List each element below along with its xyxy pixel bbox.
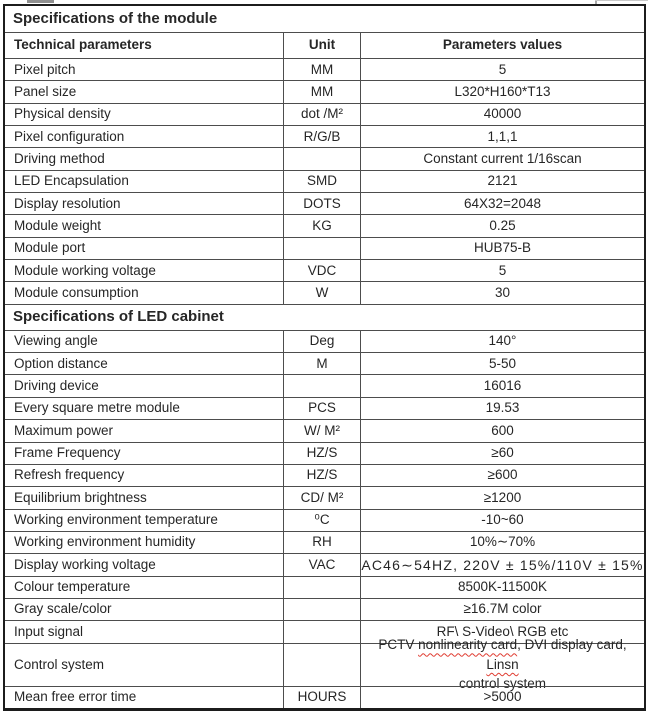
param-cell: Module port <box>14 240 86 256</box>
param-cell: Driving device <box>14 378 99 394</box>
unit-cell: VAC <box>283 554 361 575</box>
table-row <box>5 103 644 125</box>
value-cell: 19.53 <box>485 400 520 416</box>
value-cell: HUB75-B <box>473 240 532 256</box>
misspelled-text: Linsn <box>486 656 519 672</box>
table-row <box>5 237 644 259</box>
unit-cell: KG <box>283 215 361 236</box>
param-cell: LED Encapsulation <box>14 173 129 189</box>
table-row <box>5 80 644 102</box>
column-header-unit: Unit <box>283 33 361 58</box>
scan-artifact-top-left <box>27 0 54 3</box>
table-row <box>5 598 644 620</box>
unit-cell: R/G/B <box>283 126 361 147</box>
unit-cell: Deg <box>283 331 361 352</box>
unit-cell: W <box>283 282 361 303</box>
unit-cell: DOTS <box>283 193 361 214</box>
unit-cell <box>283 375 361 396</box>
param-cell: Physical density <box>14 106 111 122</box>
column-header-values: Parameters values <box>442 37 563 53</box>
param-cell: Viewing angle <box>14 333 98 349</box>
value-text: PCTV <box>378 637 419 653</box>
value-cell: ≥1200 <box>483 489 522 505</box>
param-cell: Maximum power <box>14 422 114 438</box>
table-row <box>5 486 644 508</box>
unit-cell: ⁰C <box>283 510 361 531</box>
param-cell: Frame Frequency <box>14 445 121 461</box>
param-cell: Module consumption <box>14 285 139 301</box>
unit-cell: W/ M² <box>283 420 361 441</box>
value-cell: 40000 <box>483 106 522 122</box>
value-text-line2: control system <box>458 676 547 692</box>
value-cell: -10~60 <box>481 512 524 528</box>
param-cell: Display working voltage <box>14 556 156 572</box>
value-cell: 8500K-11500K <box>457 579 548 595</box>
table-row <box>5 125 644 147</box>
param-cell: Mean free error time <box>14 689 137 705</box>
unit-cell: HZ/S <box>283 465 361 486</box>
param-cell: Pixel configuration <box>14 128 125 144</box>
unit-cell <box>283 599 361 620</box>
column-header-row <box>5 32 644 58</box>
scan-artifact-top-right-horizontal <box>595 0 648 1</box>
unit-cell: HZ/S <box>283 443 361 464</box>
value-cell: 1,1,1 <box>487 128 518 144</box>
param-cell: Display resolution <box>14 195 121 211</box>
unit-cell <box>283 148 361 169</box>
value-cell: 5-50 <box>488 355 517 371</box>
table-row <box>5 281 644 303</box>
table-row <box>5 637 644 692</box>
unit-cell: HOURS <box>283 687 361 708</box>
table-row <box>5 170 644 192</box>
spec-table <box>3 4 646 711</box>
value-cell: 5 <box>498 262 507 278</box>
unit-cell: VDC <box>283 260 361 281</box>
table-row <box>5 509 644 531</box>
value-cell: ≥16.7M color <box>463 601 542 617</box>
value-cell: ≥600 <box>487 467 518 483</box>
param-cell: Option distance <box>14 355 108 371</box>
param-cell: Control system <box>14 656 105 672</box>
param-cell: Gray scale/color <box>14 601 112 617</box>
value-cell: 140° <box>488 333 517 349</box>
value-cell: RF\ S-Video\ RGB etc <box>436 623 569 639</box>
value-cell: >5000 <box>483 689 522 705</box>
value-cell: 10%∼70% <box>469 534 536 550</box>
param-cell: Working environment humidity <box>14 534 196 550</box>
value-cell: 64X32=2048 <box>464 195 541 211</box>
table-row <box>5 686 644 708</box>
param-cell: Driving method <box>14 150 105 166</box>
param-cell: Input signal <box>14 623 84 639</box>
section-header-row <box>5 304 644 330</box>
table-row <box>5 531 644 553</box>
value-cell: 30 <box>494 285 511 301</box>
param-cell: Working environment temperature <box>14 512 218 528</box>
unit-cell: dot /M² <box>283 104 361 125</box>
value-cell: 5 <box>498 61 507 77</box>
table-row <box>5 464 644 486</box>
table-row <box>5 58 644 80</box>
param-cell: Refresh frequency <box>14 467 125 483</box>
param-cell: Panel size <box>14 83 77 99</box>
misspelled-text: nonlinearity card <box>418 637 518 653</box>
section-title: Specifications of LED cabinet <box>13 308 224 326</box>
table-row <box>5 192 644 214</box>
unit-cell: MM <box>283 81 361 102</box>
unit-cell: M <box>283 353 361 374</box>
unit-cell: SMD <box>283 171 361 192</box>
value-cell: Constant current 1/16scan <box>423 150 582 166</box>
unit-cell <box>283 238 361 259</box>
value-text: , DVI display card, <box>517 637 627 653</box>
unit-cell: MM <box>283 59 361 80</box>
table-row <box>5 374 644 396</box>
table-row <box>5 553 644 575</box>
table-row <box>5 147 644 169</box>
table-row <box>5 214 644 236</box>
unit-cell: RH <box>283 532 361 553</box>
table-row <box>5 419 644 441</box>
table-row <box>5 330 644 352</box>
value-cell: 600 <box>491 422 514 438</box>
unit-cell <box>283 644 361 686</box>
table-row <box>5 397 644 419</box>
unit-cell <box>283 621 361 642</box>
value-cell: AC46∼54HZ, 220V ± 15%/110V ± 15% <box>361 556 644 573</box>
unit-cell <box>283 577 361 598</box>
unit-cell: PCS <box>283 398 361 419</box>
section-title: Specifications of the module <box>13 10 218 28</box>
value-cell: 16016 <box>483 378 522 394</box>
param-cell: Colour temperature <box>14 579 131 595</box>
unit-cell: CD/ M² <box>283 487 361 508</box>
param-cell: Module weight <box>14 217 102 233</box>
table-row <box>5 576 644 598</box>
param-cell: Module working voltage <box>14 262 156 278</box>
value-cell: 0.25 <box>489 217 516 233</box>
value-cell: L320*H160*T13 <box>454 83 551 99</box>
value-cell: 2121 <box>487 173 518 189</box>
section-header-row <box>5 6 644 32</box>
value-cell <box>361 637 644 692</box>
table-row <box>5 442 644 464</box>
value-cell: ≥60 <box>491 445 514 461</box>
param-cell: Pixel pitch <box>14 61 76 77</box>
table-row <box>5 352 644 374</box>
table-row <box>5 259 644 281</box>
param-cell: Equilibrium brightness <box>14 489 147 505</box>
column-header-param: Technical parameters <box>14 37 152 53</box>
param-cell: Every square metre module <box>14 400 180 416</box>
